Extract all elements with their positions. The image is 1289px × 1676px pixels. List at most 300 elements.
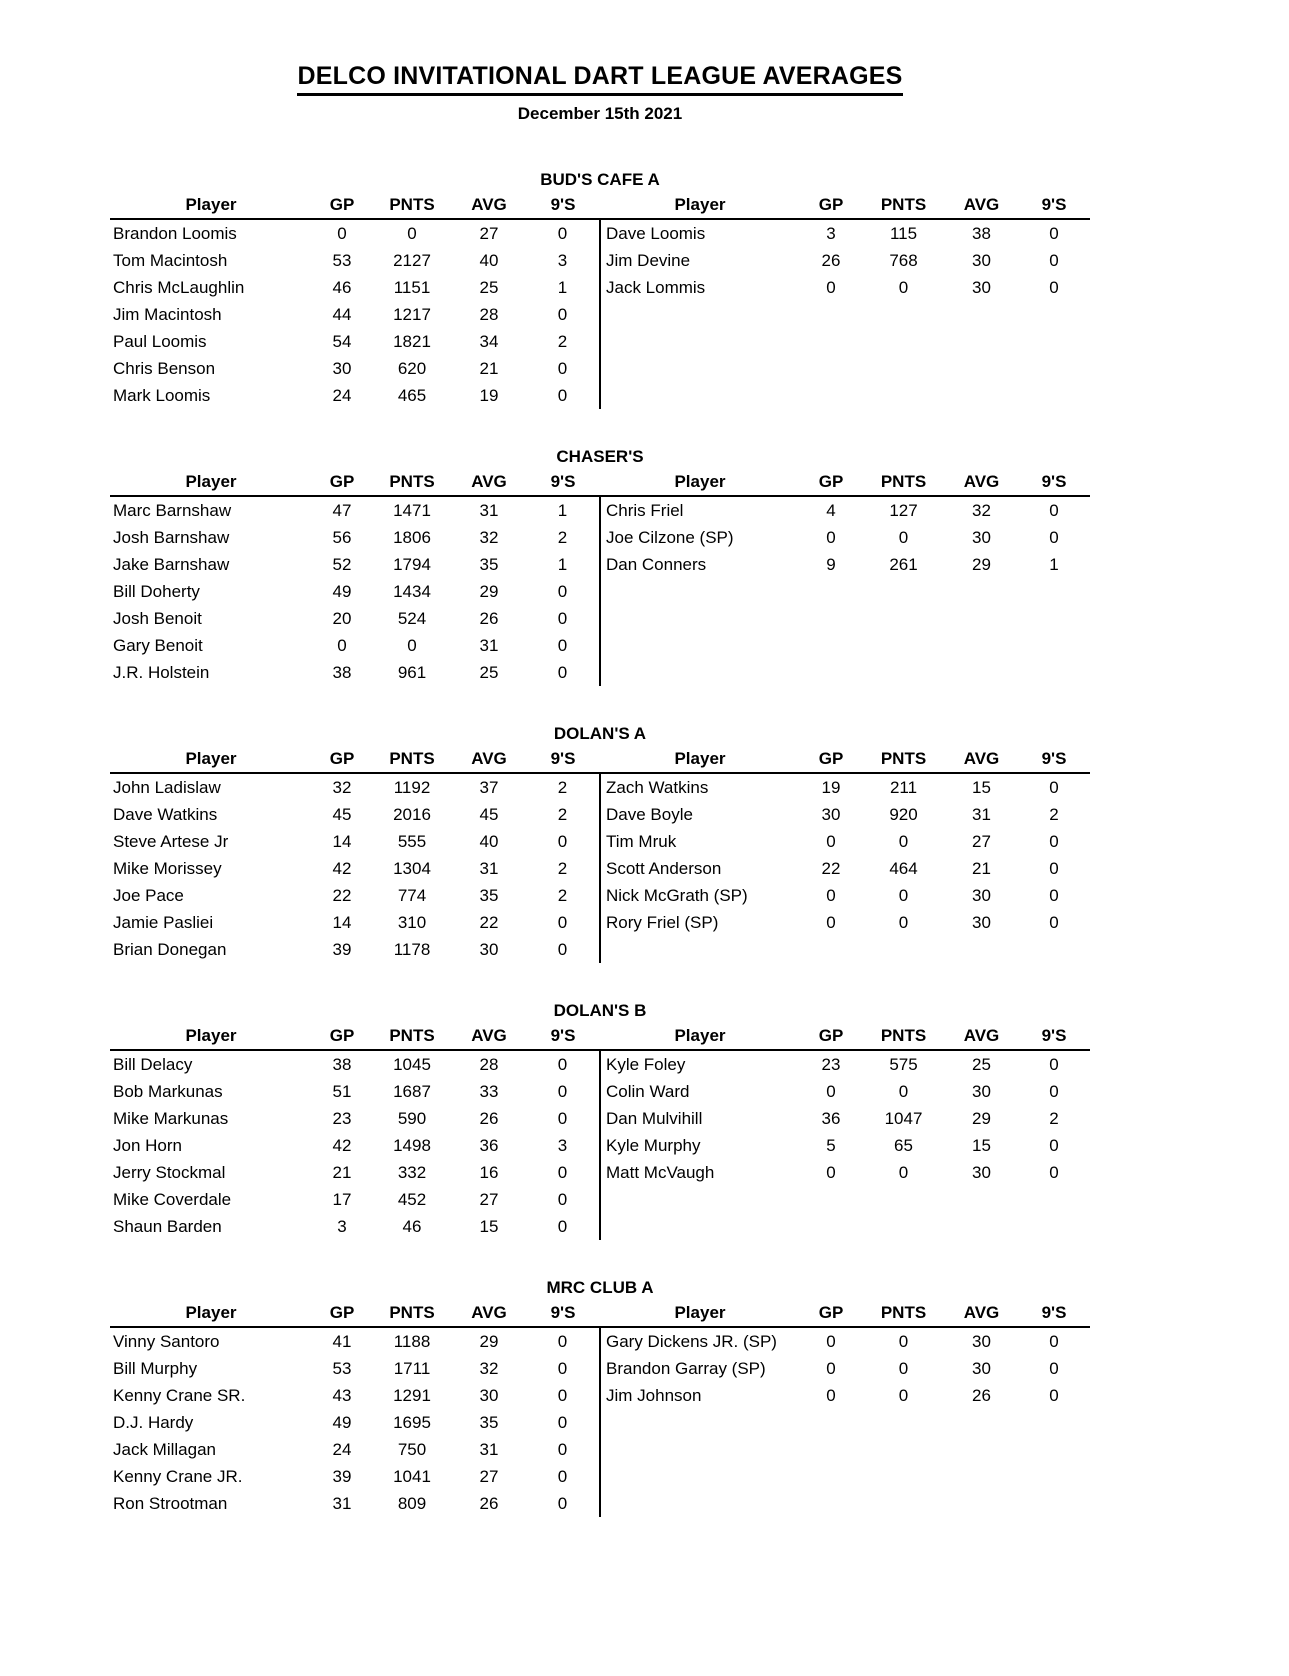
nines-cell: 0 (1049, 1135, 1059, 1155)
player-name-cell: Bill Delacy (113, 1054, 193, 1074)
gp-cell: 0 (337, 223, 347, 243)
gp-cell: 26 (821, 250, 841, 270)
gp-cell: 21 (332, 1162, 352, 1182)
gp-cell: 4 (826, 500, 836, 520)
nines-cell: 0 (1049, 912, 1059, 932)
avg-cell: 29 (479, 1331, 499, 1351)
column-header-nines: 9'S (526, 1022, 600, 1050)
nines-cell: 2 (1049, 804, 1059, 824)
table-row (110, 882, 1090, 909)
nines-cell: 1 (557, 277, 568, 297)
nines-cell: 1 (557, 500, 568, 520)
gp-cell (800, 301, 862, 328)
gp-cell: 17 (332, 1189, 352, 1209)
nines-cell: 0 (557, 1493, 568, 1513)
avg-cell: 30 (479, 1385, 499, 1405)
pnts-cell (862, 1186, 945, 1213)
gp-cell (800, 659, 862, 686)
table-row (110, 605, 1090, 632)
avg-cell: 30 (972, 1358, 991, 1378)
avg-cell: 40 (479, 250, 499, 270)
avg-cell (945, 578, 1018, 605)
column-header-player: Player (110, 745, 312, 773)
avg-cell (945, 1409, 1018, 1436)
header-row (110, 468, 1090, 496)
avg-cell: 30 (972, 277, 991, 297)
stats-header (110, 468, 1090, 496)
pnts-cell: 1821 (393, 331, 431, 351)
nines-cell (1018, 328, 1090, 355)
avg-cell (945, 1213, 1018, 1240)
player-name-cell: Mike Coverdale (113, 1189, 232, 1209)
column-header-gp: GP (312, 1299, 372, 1327)
gp-cell: 0 (826, 527, 836, 547)
nines-cell: 2 (557, 858, 568, 878)
player-name-cell: Brandon Loomis (113, 223, 237, 243)
nines-cell: 3 (557, 250, 568, 270)
player-name-cell: Bill Doherty (113, 581, 200, 601)
avg-cell: 32 (479, 1358, 499, 1378)
nines-cell: 2 (557, 331, 568, 351)
nines-cell: 0 (557, 939, 568, 959)
player-name-cell: Steve Artese Jr (113, 831, 229, 851)
column-header-gp: GP (800, 1299, 862, 1327)
avg-cell: 30 (972, 912, 991, 932)
avg-cell: 27 (479, 1466, 499, 1486)
player-name-cell: Kyle Murphy (600, 1132, 800, 1159)
pnts-cell: 1498 (393, 1135, 431, 1155)
avg-cell (945, 632, 1018, 659)
table-row (110, 1382, 1090, 1409)
gp-cell (800, 355, 862, 382)
column-header-gp: GP (800, 468, 862, 496)
pnts-cell: 1687 (393, 1081, 431, 1101)
table-row (110, 632, 1090, 659)
pnts-cell: 920 (889, 804, 918, 824)
pnts-cell: 46 (402, 1216, 422, 1236)
column-header-player: Player (600, 468, 800, 496)
nines-cell: 0 (557, 608, 568, 628)
player-name-cell: Shaun Barden (113, 1216, 222, 1236)
column-header-nines: 9'S (1018, 468, 1090, 496)
column-header-gp: GP (800, 1022, 862, 1050)
nines-cell: 0 (1049, 885, 1059, 905)
gp-cell: 51 (332, 1081, 352, 1101)
avg-cell (945, 355, 1018, 382)
nines-cell: 0 (557, 1385, 568, 1405)
avg-cell: 35 (479, 554, 499, 574)
nines-cell: 0 (1049, 1162, 1059, 1182)
column-header-player: Player (110, 191, 312, 219)
pnts-cell: 555 (397, 831, 427, 851)
table-row (110, 773, 1090, 801)
table-row (110, 855, 1090, 882)
gp-cell: 24 (332, 1439, 352, 1459)
gp-cell: 23 (821, 1054, 841, 1074)
avg-cell: 19 (479, 385, 499, 405)
avg-cell: 30 (972, 1081, 991, 1101)
player-name-cell: Gary Benoit (113, 635, 203, 655)
player-name-cell (600, 1186, 800, 1213)
avg-cell (945, 1463, 1018, 1490)
column-header-nines: 9'S (526, 1299, 600, 1327)
player-name-cell: Jake Barnshaw (113, 554, 230, 574)
player-name-cell: Chris McLaughlin (113, 277, 245, 297)
document-page (110, 0, 1090, 1517)
column-header-avg: AVG (452, 1299, 526, 1327)
pnts-cell: 1192 (393, 777, 431, 797)
player-name-cell: Scott Anderson (600, 855, 800, 882)
stats-header (110, 745, 1090, 773)
player-name-cell: Mike Markunas (113, 1108, 229, 1128)
table-row (110, 1213, 1090, 1240)
pnts-cell: 2127 (393, 250, 431, 270)
avg-cell: 26 (972, 1385, 991, 1405)
column-header-nines: 9'S (1018, 1299, 1090, 1327)
gp-cell: 0 (826, 1358, 836, 1378)
gp-cell: 3 (826, 223, 836, 243)
player-name-cell: Josh Barnshaw (113, 527, 230, 547)
table-row (110, 1132, 1090, 1159)
nines-cell: 2 (1049, 1108, 1059, 1128)
player-name-cell: Marc Barnshaw (113, 500, 232, 520)
player-name-cell: Bill Murphy (113, 1358, 198, 1378)
column-header-gp: GP (800, 191, 862, 219)
player-name-cell: Brian Donegan (113, 939, 227, 959)
gp-cell: 0 (337, 635, 347, 655)
player-name-cell: Jim Devine (600, 247, 800, 274)
nines-cell: 0 (557, 1162, 568, 1182)
pnts-cell: 1045 (393, 1054, 431, 1074)
gp-cell (800, 328, 862, 355)
player-name-cell: Paul Loomis (113, 331, 207, 351)
gp-cell: 54 (332, 331, 352, 351)
column-header-pnts: PNTS (862, 1299, 945, 1327)
player-name-cell (600, 1213, 800, 1240)
pnts-cell: 590 (397, 1108, 427, 1128)
player-name-cell: Josh Benoit (113, 608, 202, 628)
table-row (110, 219, 1090, 247)
avg-cell: 25 (479, 662, 499, 682)
pnts-cell: 0 (898, 1331, 909, 1351)
gp-cell (800, 382, 862, 409)
pnts-cell: 1304 (393, 858, 431, 878)
table-row (110, 1327, 1090, 1355)
player-name-cell: Tim Mruk (600, 828, 800, 855)
player-name-cell: Jon Horn (113, 1135, 182, 1155)
gp-cell: 24 (332, 385, 352, 405)
column-header-player: Player (600, 1022, 800, 1050)
nines-cell: 0 (557, 1081, 568, 1101)
gp-cell (800, 1213, 862, 1240)
gp-cell: 22 (821, 858, 841, 878)
gp-cell: 32 (332, 777, 352, 797)
player-name-cell: John Ladislaw (113, 777, 221, 797)
avg-cell: 32 (972, 500, 991, 520)
nines-cell: 0 (1049, 277, 1059, 297)
table-row (110, 1078, 1090, 1105)
column-header-player: Player (600, 1299, 800, 1327)
pnts-cell: 1188 (393, 1331, 431, 1351)
nines-cell: 0 (1049, 1358, 1059, 1378)
avg-cell: 31 (972, 804, 991, 824)
gp-cell: 0 (826, 277, 836, 297)
pnts-cell: 961 (397, 662, 427, 682)
gp-cell: 14 (332, 912, 352, 932)
stats-header (110, 1022, 1090, 1050)
pnts-cell: 1794 (393, 554, 431, 574)
header-row (110, 191, 1090, 219)
section-title: MRC CLUB A (546, 1278, 654, 1297)
avg-cell: 26 (479, 1108, 499, 1128)
player-name-cell: Joe Cilzone (SP) (600, 524, 800, 551)
pnts-cell: 1047 (884, 1108, 923, 1128)
column-header-avg: AVG (945, 745, 1018, 773)
league-section (110, 1278, 1090, 1517)
gp-cell: 36 (821, 1108, 841, 1128)
pnts-cell: 1041 (393, 1466, 431, 1486)
gp-cell: 3 (337, 1216, 347, 1236)
avg-cell: 31 (479, 500, 499, 520)
gp-cell: 20 (332, 608, 352, 628)
avg-cell (945, 936, 1018, 963)
column-header-gp: GP (312, 1022, 372, 1050)
pnts-cell: 0 (898, 1162, 909, 1182)
player-name-cell: Colin Ward (600, 1078, 800, 1105)
stats-body (110, 496, 1090, 686)
pnts-cell: 0 (898, 885, 909, 905)
gp-cell (800, 936, 862, 963)
gp-cell: 41 (332, 1331, 352, 1351)
player-name-cell: Dan Conners (600, 551, 800, 578)
gp-cell: 47 (332, 500, 352, 520)
nines-cell (1018, 1409, 1090, 1436)
stats-body (110, 773, 1090, 963)
column-header-nines: 9'S (1018, 745, 1090, 773)
gp-cell (800, 1436, 862, 1463)
stats-body (110, 219, 1090, 409)
player-name-cell (600, 382, 800, 409)
avg-cell: 31 (479, 858, 499, 878)
header-row (110, 1022, 1090, 1050)
pnts-cell: 524 (397, 608, 427, 628)
nines-cell (1018, 382, 1090, 409)
pnts-cell (862, 936, 945, 963)
pnts-cell: 465 (397, 385, 427, 405)
pnts-cell: 0 (898, 277, 909, 297)
player-name-cell: Brandon Garray (SP) (600, 1355, 800, 1382)
player-name-cell: Dave Boyle (600, 801, 800, 828)
gp-cell: 23 (332, 1108, 352, 1128)
sections-container (110, 170, 1090, 1517)
pnts-cell: 768 (889, 250, 918, 270)
player-name-cell: Jack Lommis (600, 274, 800, 301)
gp-cell: 52 (332, 554, 352, 574)
pnts-cell: 1695 (393, 1412, 431, 1432)
nines-cell: 0 (557, 912, 568, 932)
table-row (110, 1436, 1090, 1463)
column-header-gp: GP (800, 745, 862, 773)
player-name-cell: Jack Millagan (113, 1439, 216, 1459)
player-name-cell: Tom Macintosh (113, 250, 228, 270)
pnts-cell: 0 (898, 831, 909, 851)
player-name-cell (600, 659, 800, 686)
nines-cell: 0 (557, 358, 568, 378)
column-header-avg: AVG (452, 1022, 526, 1050)
player-name-cell: Kenny Crane JR. (113, 1466, 243, 1486)
pnts-cell (862, 1409, 945, 1436)
player-name-cell: Jerry Stockmal (113, 1162, 226, 1182)
pnts-cell (862, 301, 945, 328)
player-name-cell: Chris Benson (113, 358, 216, 378)
column-header-player: Player (600, 745, 800, 773)
nines-cell (1018, 1186, 1090, 1213)
avg-cell: 25 (972, 1054, 991, 1074)
avg-cell: 31 (479, 635, 499, 655)
section-title: CHASER'S (556, 447, 644, 466)
avg-cell (945, 1186, 1018, 1213)
pnts-cell: 1151 (393, 277, 431, 297)
header-row (110, 745, 1090, 773)
stats-body (110, 1327, 1090, 1517)
nines-cell: 1 (1049, 554, 1059, 574)
avg-cell: 15 (479, 1216, 499, 1236)
avg-cell: 26 (479, 608, 499, 628)
gp-cell: 0 (826, 912, 836, 932)
gp-cell: 39 (332, 1466, 352, 1486)
pnts-cell (862, 382, 945, 409)
table-row (110, 382, 1090, 409)
column-header-avg: AVG (452, 191, 526, 219)
nines-cell (1018, 605, 1090, 632)
nines-cell: 0 (1049, 1385, 1059, 1405)
gp-cell: 0 (826, 1081, 836, 1101)
pnts-cell: 774 (397, 885, 427, 905)
player-name-cell (600, 1490, 800, 1517)
table-row (110, 801, 1090, 828)
avg-cell: 30 (972, 250, 991, 270)
nines-cell: 0 (557, 304, 568, 324)
column-header-pnts: PNTS (372, 468, 452, 496)
column-header-player: Player (110, 1022, 312, 1050)
gp-cell: 45 (332, 804, 352, 824)
table-row (110, 659, 1090, 686)
pnts-cell (862, 355, 945, 382)
gp-cell: 53 (332, 1358, 352, 1378)
table-row (110, 909, 1090, 936)
column-header-gp: GP (312, 191, 372, 219)
column-header-pnts: PNTS (862, 1022, 945, 1050)
nines-cell (1018, 1490, 1090, 1517)
column-header-nines: 9'S (1018, 191, 1090, 219)
pnts-cell: 261 (889, 554, 918, 574)
table-row (110, 1409, 1090, 1436)
pnts-cell: 1217 (393, 304, 431, 324)
player-name-cell: D.J. Hardy (113, 1412, 194, 1432)
page-title (110, 62, 1090, 96)
gp-cell: 49 (332, 581, 352, 601)
table-row (110, 936, 1090, 963)
pnts-cell: 127 (889, 500, 918, 520)
column-header-avg: AVG (945, 191, 1018, 219)
gp-cell (800, 1409, 862, 1436)
gp-cell (800, 1186, 862, 1213)
avg-cell: 30 (972, 885, 991, 905)
avg-cell: 28 (479, 1054, 499, 1074)
nines-cell: 0 (557, 635, 568, 655)
avg-cell: 21 (972, 858, 991, 878)
league-section (110, 724, 1090, 963)
gp-cell: 42 (332, 1135, 352, 1155)
pnts-cell (862, 605, 945, 632)
pnts-cell (862, 1463, 945, 1490)
table-row (110, 1463, 1090, 1490)
column-header-avg: AVG (452, 745, 526, 773)
column-header-gp: GP (312, 468, 372, 496)
nines-cell: 0 (557, 581, 568, 601)
avg-cell: 29 (972, 1108, 991, 1128)
pnts-cell: 115 (889, 223, 918, 243)
table-row (110, 328, 1090, 355)
column-header-player: Player (110, 468, 312, 496)
column-header-pnts: PNTS (372, 745, 452, 773)
nines-cell: 0 (557, 1108, 568, 1128)
column-header-nines: 9'S (526, 468, 600, 496)
avg-cell: 30 (972, 1162, 991, 1182)
player-name-cell: Dave Watkins (113, 804, 218, 824)
player-name-cell: Nick McGrath (SP) (600, 882, 800, 909)
nines-cell: 2 (557, 885, 568, 905)
pnts-cell: 211 (889, 777, 918, 797)
gp-cell: 53 (332, 250, 352, 270)
nines-cell: 2 (557, 777, 568, 797)
pnts-cell: 1178 (393, 939, 431, 959)
gp-cell: 49 (332, 1412, 352, 1432)
nines-cell: 0 (1049, 223, 1059, 243)
gp-cell: 39 (332, 939, 352, 959)
nines-cell (1018, 659, 1090, 686)
table-row (110, 496, 1090, 524)
gp-cell (800, 1463, 862, 1490)
nines-cell: 2 (557, 804, 568, 824)
column-header-pnts: PNTS (862, 745, 945, 773)
player-name-cell: J.R. Holstein (113, 662, 210, 682)
section-title: BUD'S CAFE A (540, 170, 660, 189)
gp-cell: 0 (826, 1162, 836, 1182)
nines-cell: 1 (557, 554, 568, 574)
table-row (110, 355, 1090, 382)
table-row (110, 1105, 1090, 1132)
player-name-cell: Jim Johnson (600, 1382, 800, 1409)
avg-cell: 27 (972, 831, 991, 851)
pnts-cell: 310 (397, 912, 427, 932)
player-name-cell (600, 605, 800, 632)
column-header-gp: GP (312, 745, 372, 773)
avg-cell: 27 (479, 1189, 499, 1209)
stats-table (110, 1022, 1090, 1240)
pnts-cell (862, 632, 945, 659)
player-name-cell: Mark Loomis (113, 385, 211, 405)
avg-cell: 22 (479, 912, 499, 932)
nines-cell: 0 (557, 1189, 568, 1209)
header-row (110, 1299, 1090, 1327)
column-header-player: Player (600, 191, 800, 219)
avg-cell (945, 1490, 1018, 1517)
table-row (110, 1050, 1090, 1078)
stats-table (110, 1299, 1090, 1517)
player-name-cell (600, 936, 800, 963)
gp-cell: 0 (826, 1385, 836, 1405)
